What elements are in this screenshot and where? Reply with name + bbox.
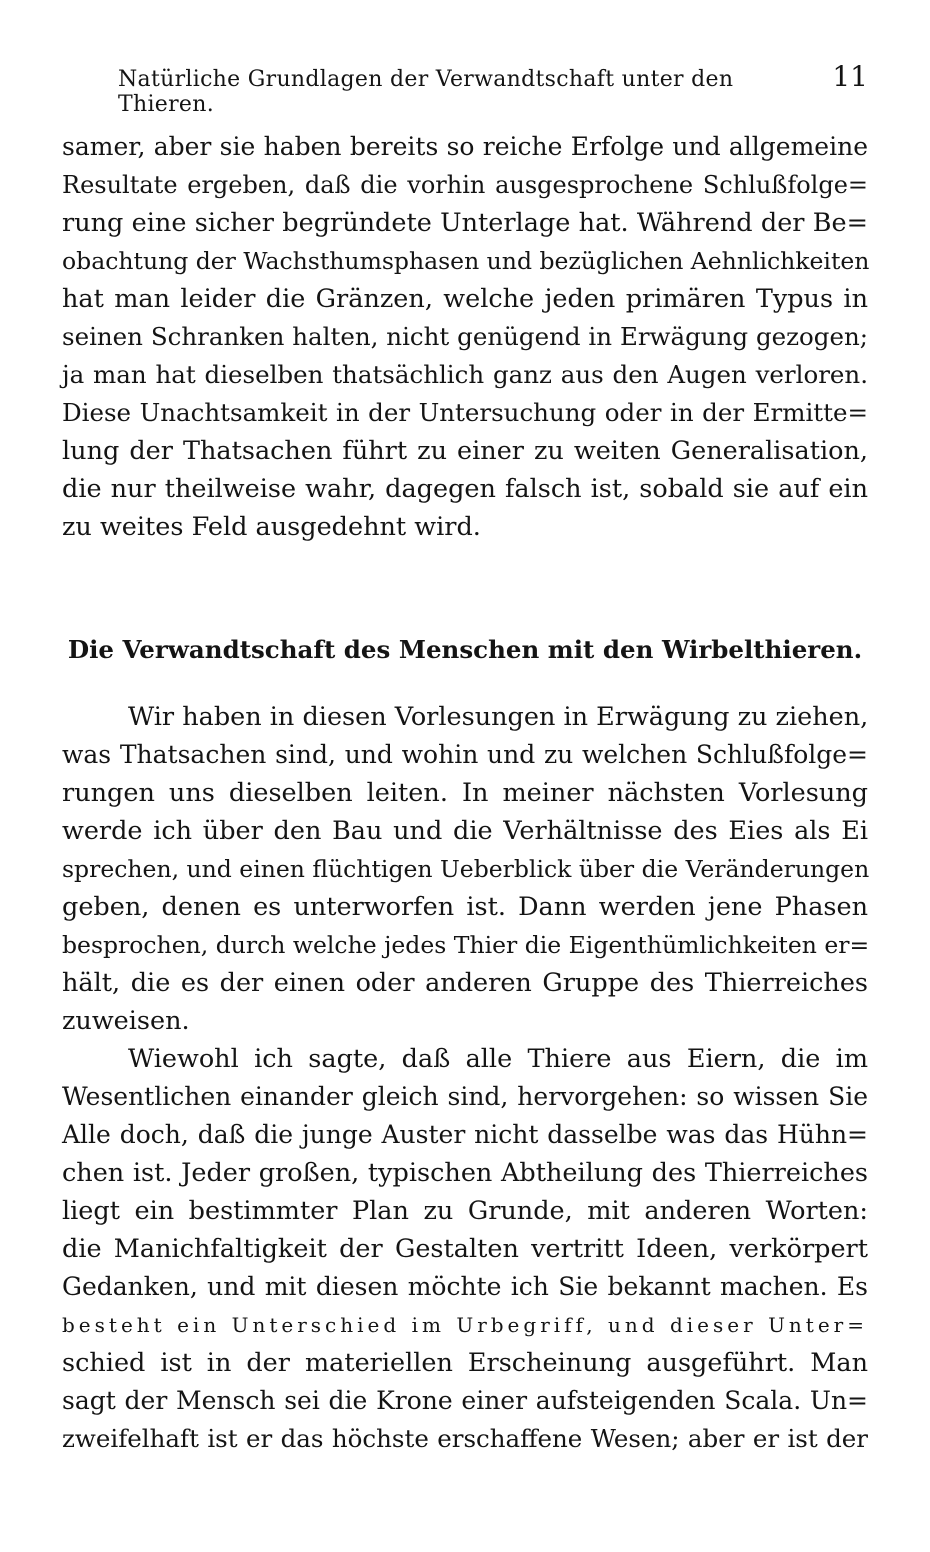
- text-line: hält, die es der einen oder anderen Gruppe des Thierreiches: [62, 968, 868, 998]
- text-line: Alle doch, daß die junge Auster nicht dasselbe was das Hühn=: [62, 1120, 868, 1149]
- text-line: sagt der Mensch sei die Krone einer aufsteigenden Scala. Un=: [62, 1386, 868, 1415]
- section-heading: Die Verwandtschaft des Menschen mit den Wirbelthieren.: [67, 635, 863, 664]
- text-line: Diese Unachtsamkeit in der Untersuchung oder in der Ermitte=: [62, 398, 868, 427]
- text-line: zuweisen.: [62, 1006, 190, 1036]
- page-number: 11: [832, 60, 868, 93]
- text-line: sprechen, und einen flüchtigen Ueberblick über die Veränderungen: [62, 855, 870, 883]
- text-line: die nur theilweise wahr, dagegen falsch ist, sobald sie auf ein: [62, 474, 868, 504]
- text-line: was Thatsachen sind, und wohin und zu welchen Schlußfolge=: [62, 740, 868, 769]
- paragraph-3: [62, 1040, 868, 1458]
- text-line: Wesentlichen einander gleich sind, hervorgehen: so wissen Sie: [62, 1082, 868, 1111]
- text-line: liegt ein bestimmter Plan zu Grunde, mit anderen Worten:: [62, 1196, 868, 1226]
- text-line: ja man hat dieselben thatsächlich ganz aus den Augen verloren.: [62, 360, 868, 389]
- text-line: obachtung der Wachsthumsphasen und bezüglichen Aehnlichkeiten: [62, 247, 870, 275]
- running-head: [62, 60, 868, 117]
- text-line: Gedanken, und mit diesen möchte ich Sie bekannt machen. Es: [62, 1272, 868, 1301]
- paragraph-2: [62, 698, 868, 1040]
- text-line: besprochen, durch welche jedes Thier die Eigenthümlichkeiten er=: [62, 931, 870, 959]
- text-line: zweifelhaft ist er das höchste erschaffene Wesen; aber er ist der: [62, 1424, 868, 1453]
- text-line: besteht ein Unterschied im Urbegriff, und dieser Unter=: [62, 1313, 868, 1337]
- text-line: rungen uns dieselben leiten. In meiner nächsten Vorlesung: [62, 778, 868, 808]
- text-line: lung der Thatsachen führt zu einer zu weiten Generalisation,: [62, 436, 868, 466]
- text-line: chen ist. Jeder großen, typischen Abtheilung des Thierreiches: [62, 1158, 868, 1188]
- text-line: werde ich über den Bau und die Verhältnisse des Eies als Ei: [62, 816, 868, 846]
- text-line: seinen Schranken halten, nicht genügend in Erwägung gezogen;: [62, 322, 868, 351]
- text-line: zu weites Feld ausgedehnt wird.: [62, 512, 481, 542]
- text-line: Wir haben in diesen Vorlesungen in Erwägung zu ziehen,: [128, 702, 869, 732]
- paragraph-1: [62, 128, 868, 546]
- text-line: samer, aber sie haben bereits so reiche Erfolge und allgemeine: [62, 132, 868, 161]
- text-line: rung eine sicher begründete Unterlage hat. Während der Be=: [62, 208, 868, 238]
- text-line: die Manichfaltigkeit der Gestalten vertritt Ideen, verkörpert: [62, 1234, 868, 1264]
- running-title: Natürliche Grundlagen der Verwandtschaft unter den Thieren.: [118, 67, 734, 117]
- text-line: schied ist in der materiellen Erscheinung ausgeführt. Man: [62, 1348, 868, 1378]
- text-line: hat man leider die Gränzen, welche jeden primären Typus in: [62, 284, 868, 314]
- text-line: Resultate ergeben, daß die vorhin ausgesprochene Schlußfolge=: [62, 171, 868, 199]
- text-line: geben, denen es unterworfen ist. Dann werden jene Phasen: [62, 892, 868, 922]
- text-line: Wiewohl ich sagte, daß alle Thiere aus Eiern, die im: [128, 1044, 868, 1074]
